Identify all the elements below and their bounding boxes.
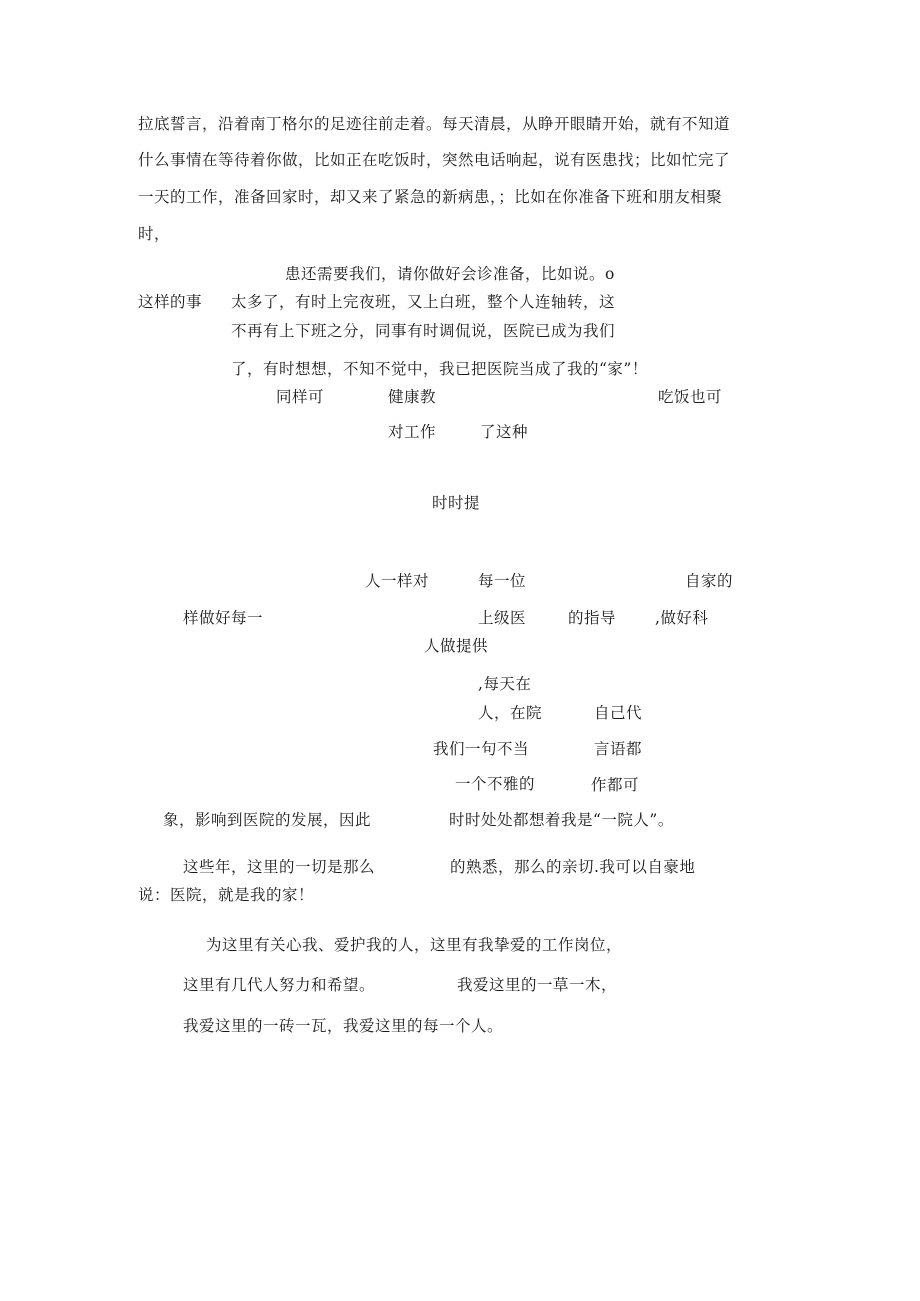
text-fragment: 一个不雅的	[455, 775, 536, 793]
text-fragment: ,做好科	[655, 609, 709, 627]
text-fragment: 同样可	[276, 388, 325, 406]
text-fragment: 时时处处都想着我是“一院人”。	[449, 811, 674, 829]
text-fragment: 上级医	[478, 609, 527, 627]
text-fragment: 每一位	[478, 572, 527, 590]
text-fragment: 健康教	[388, 388, 437, 406]
text-fragment: 象，影响到医院的发展，因此	[163, 811, 372, 829]
text-fragment: 人一样对	[365, 572, 430, 590]
text-fragment: 说：医院，就是我的家！	[138, 886, 315, 904]
text-fragment: 了这种	[480, 423, 529, 441]
text-fragment: 吃饭也可	[658, 388, 723, 406]
text-fragment: 我们一句不当	[433, 740, 530, 758]
text-fragment: 这样的事	[138, 293, 203, 311]
text-fragment: 的指导	[568, 609, 617, 627]
text-fragment: 我爱这里的一草一木，	[457, 976, 618, 994]
text-fragment: 作都可	[591, 776, 640, 794]
text-fragment: 的熟悉，那么的亲切.我可以自豪地	[450, 858, 696, 876]
text-fragment: 时时提	[432, 494, 481, 512]
text-fragment: 言语都	[594, 740, 643, 758]
text-fragment: 为这里有关心我、爱护我的人，这里有我挚爱的工作岗位，	[206, 936, 623, 954]
text-fragment: 太多了，有时上完夜班，又上白班，整个人连轴转，这	[231, 293, 616, 311]
text-fragment: 我爱这里的一砖一瓦，我爱这里的每一个人。	[183, 1017, 504, 1035]
paragraph-line: 什么事情在等待着你做，比如正在吃饭时，突然电话响起，说有医患找；比如忙完了	[138, 151, 731, 169]
paragraph-line: 拉底誓言，沿着南丁格尔的足迹往前走着。每天清晨，从睁开眼睛开始，就有不知道	[138, 115, 731, 133]
text-fragment: 不再有上下班之分，同事有时调侃说，医院已成为我们	[231, 322, 616, 340]
paragraph-line: 一天的工作，准备回家时，却又来了紧急的新病患，；比如在你准备下班和朋友相聚	[138, 188, 723, 206]
text-fragment: 了，有时想想，不知不觉中，我已把医院当成了我的“家”！	[231, 360, 648, 378]
text-fragment: 人做提供	[424, 637, 489, 655]
text-fragment: 这里有几代人努力和希望。	[183, 976, 376, 994]
text-fragment: 患还需要我们，请你做好会诊准备，比如说。o	[285, 265, 615, 283]
text-fragment: 这些年，这里的一切是那么	[183, 858, 376, 876]
text-fragment: 样做好每一	[183, 609, 264, 627]
paragraph-line: 时，	[138, 225, 171, 243]
text-fragment: 对工作	[388, 423, 437, 441]
text-fragment: 自家的	[685, 572, 734, 590]
text-fragment: 人，在院	[478, 704, 543, 722]
text-fragment: 自己代	[594, 704, 643, 722]
text-fragment: ,每天在	[478, 675, 532, 693]
